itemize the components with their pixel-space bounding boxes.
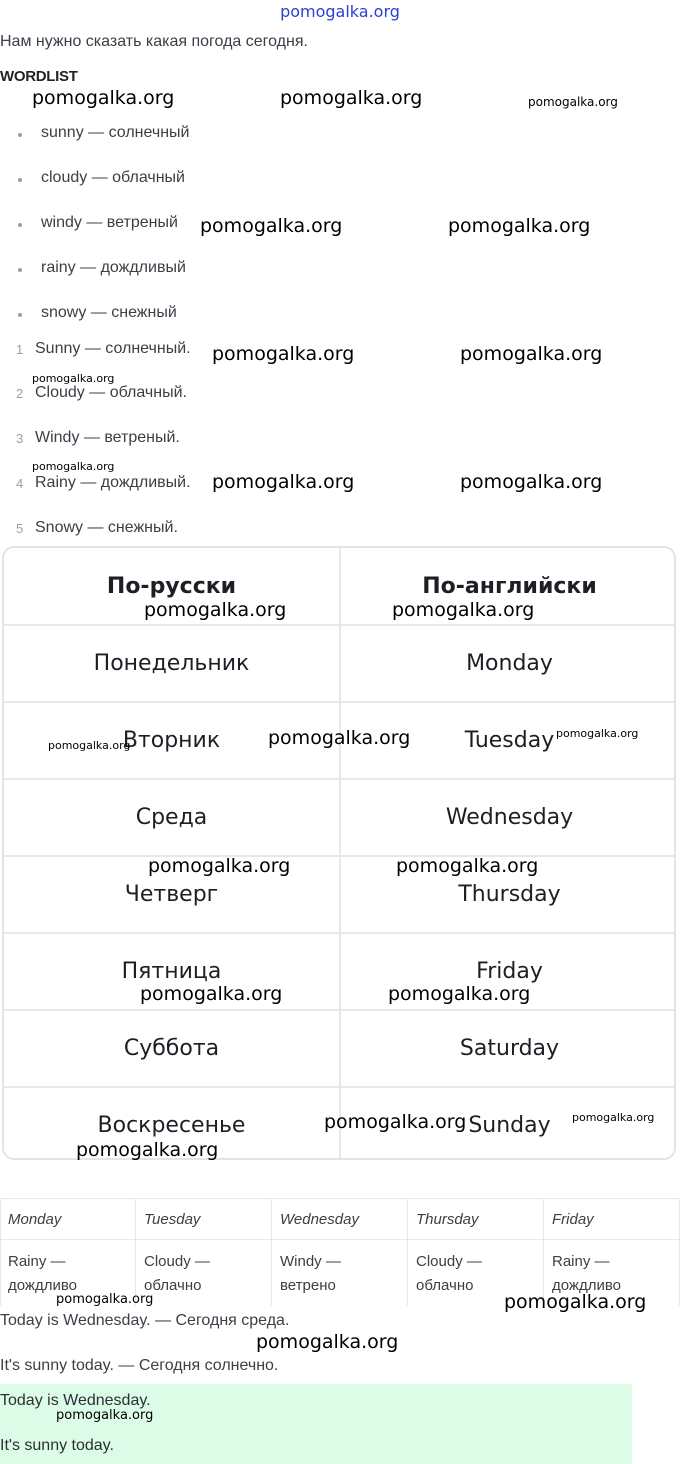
bullet-icon bbox=[18, 133, 22, 137]
week-header: Wednesday bbox=[280, 1211, 359, 1228]
wordlist-item-text: cloudy — облачный bbox=[41, 169, 185, 186]
list-item-text: Sunny — солнечный. bbox=[35, 340, 191, 357]
watermark: pomogalka.org bbox=[460, 343, 603, 365]
week-cell-line: Cloudy — bbox=[416, 1253, 482, 1270]
table-cell-russian: Воскресенье bbox=[4, 1088, 341, 1160]
week-cell-line: облачно bbox=[416, 1277, 474, 1294]
list-item bbox=[0, 429, 300, 451]
week-cell bbox=[272, 1250, 341, 1298]
table-cell-english: Wednesday bbox=[445, 805, 574, 830]
list-item bbox=[0, 384, 300, 406]
table-cell-russian: Пятница bbox=[4, 934, 341, 1009]
sentence-translation: Today is Wednesday. — Сегодня среда. bbox=[0, 1312, 290, 1329]
list-item-text: Rainy — дождливый. bbox=[35, 474, 191, 491]
list-number: 3 bbox=[16, 431, 24, 446]
week-cell-line: Cloudy — bbox=[144, 1253, 210, 1270]
watermark: pomogalka.org bbox=[504, 1291, 647, 1313]
week-cell-line: облачно bbox=[144, 1277, 202, 1294]
week-header: Friday bbox=[552, 1211, 594, 1228]
bullet-icon bbox=[18, 313, 22, 317]
watermark: pomogalka.org bbox=[212, 343, 355, 365]
watermark: pomogalka.org bbox=[324, 1111, 467, 1133]
watermark: pomogalka.org bbox=[212, 471, 355, 493]
list-item bbox=[0, 519, 300, 541]
week-cell bbox=[408, 1250, 482, 1298]
watermark: pomogalka.org bbox=[280, 87, 423, 109]
week-header: Tuesday bbox=[144, 1211, 201, 1228]
watermark: pomogalka.org bbox=[48, 739, 131, 752]
watermark: pomogalka.org bbox=[460, 471, 603, 493]
week-cell-line: Windy — bbox=[280, 1253, 341, 1270]
wordlist-item-text: snowy — снежный bbox=[41, 304, 177, 321]
table-row bbox=[4, 778, 676, 855]
watermark: pomogalka.org bbox=[396, 855, 539, 877]
table-cell-english: Saturday bbox=[459, 1036, 560, 1061]
watermark: pomogalka.org bbox=[76, 1139, 219, 1161]
watermark: pomogalka.org bbox=[32, 460, 115, 473]
list-number: 4 bbox=[16, 476, 24, 491]
week-cell bbox=[0, 1250, 77, 1298]
table-header-russian: По-русски bbox=[4, 548, 341, 625]
watermark: pomogalka.org bbox=[32, 87, 175, 109]
watermark: pomogalka.org bbox=[528, 95, 618, 109]
list-number: 1 bbox=[16, 342, 24, 357]
wordlist-item-text: sunny — солнечный bbox=[41, 124, 190, 141]
week-cell-line: ветрено bbox=[280, 1277, 336, 1294]
week-cell-line: Rainy — bbox=[552, 1253, 610, 1270]
week-header: Monday bbox=[8, 1211, 62, 1228]
table-cell-russian: Понедельник bbox=[4, 626, 341, 701]
watermark: pomogalka.org bbox=[148, 855, 291, 877]
list-number: 2 bbox=[16, 386, 24, 401]
week-cell-line: Rainy — bbox=[8, 1253, 66, 1270]
wordlist-item-text: windy — ветреный bbox=[41, 214, 178, 231]
watermark: pomogalka.org bbox=[448, 215, 591, 237]
watermark: pomogalka.org bbox=[56, 1292, 154, 1307]
table-cell-english: Sunday bbox=[468, 1113, 551, 1138]
bullet-icon bbox=[18, 268, 22, 272]
week-cell-line: дождливо bbox=[8, 1277, 77, 1294]
watermark: pomogalka.org bbox=[572, 1111, 655, 1124]
wordlist-title: WORDLIST bbox=[0, 68, 78, 85]
days-table bbox=[2, 546, 676, 1160]
table-cell-english: Friday bbox=[476, 959, 543, 984]
wordlist-item-text: rainy — дождливый bbox=[41, 259, 186, 276]
table-header-row bbox=[4, 548, 676, 625]
watermark: pomogalka.org bbox=[256, 1331, 399, 1353]
week-header: Thursday bbox=[416, 1211, 479, 1228]
table-cell-english: Thursday bbox=[458, 882, 561, 907]
bullet-icon bbox=[18, 178, 22, 182]
answer-line: It's sunny today. bbox=[0, 1437, 114, 1454]
watermark: pomogalka.org bbox=[200, 215, 343, 237]
table-row bbox=[4, 855, 676, 932]
watermark: pomogalka.org bbox=[392, 599, 535, 621]
list-number: 5 bbox=[16, 521, 24, 536]
watermark: pomogalka.org bbox=[144, 599, 287, 621]
table-cell-english: Tuesday bbox=[464, 728, 555, 753]
table-cell-russian: Суббота bbox=[4, 1011, 341, 1086]
table-cell-russian: Четверг bbox=[4, 857, 341, 932]
list-item-text: Snowy — снежный. bbox=[35, 519, 178, 536]
table-cell-russian: Среда bbox=[4, 780, 341, 855]
list-item-text: Cloudy — облачный. bbox=[35, 384, 187, 401]
table-cell-russian: Вторник bbox=[4, 703, 341, 778]
site-header-link[interactable]: pomogalka.org bbox=[280, 2, 400, 21]
watermark: pomogalka.org bbox=[140, 983, 283, 1005]
intro-text: Нам нужно сказать какая погода сегодня. bbox=[0, 33, 308, 50]
table-cell-english: Monday bbox=[466, 651, 553, 676]
table-row bbox=[4, 624, 676, 701]
table-header-english: По-английски bbox=[422, 574, 597, 599]
week-cell-line: дождливо bbox=[552, 1277, 621, 1294]
table-row bbox=[4, 932, 676, 1009]
week-cell bbox=[136, 1250, 210, 1298]
watermark: pomogalka.org bbox=[388, 983, 531, 1005]
list-item-text: Windy — ветреный. bbox=[35, 429, 180, 446]
bullet-icon bbox=[18, 223, 22, 227]
watermark: pomogalka.org bbox=[556, 727, 639, 740]
watermark: pomogalka.org bbox=[56, 1408, 154, 1423]
watermark: pomogalka.org bbox=[32, 372, 115, 385]
answer-line: Today is Wednesday. bbox=[0, 1392, 151, 1409]
sentence-translation: It's sunny today. — Сегодня солнечно. bbox=[0, 1357, 279, 1374]
watermark: pomogalka.org bbox=[268, 727, 411, 749]
table-row bbox=[4, 1009, 676, 1086]
